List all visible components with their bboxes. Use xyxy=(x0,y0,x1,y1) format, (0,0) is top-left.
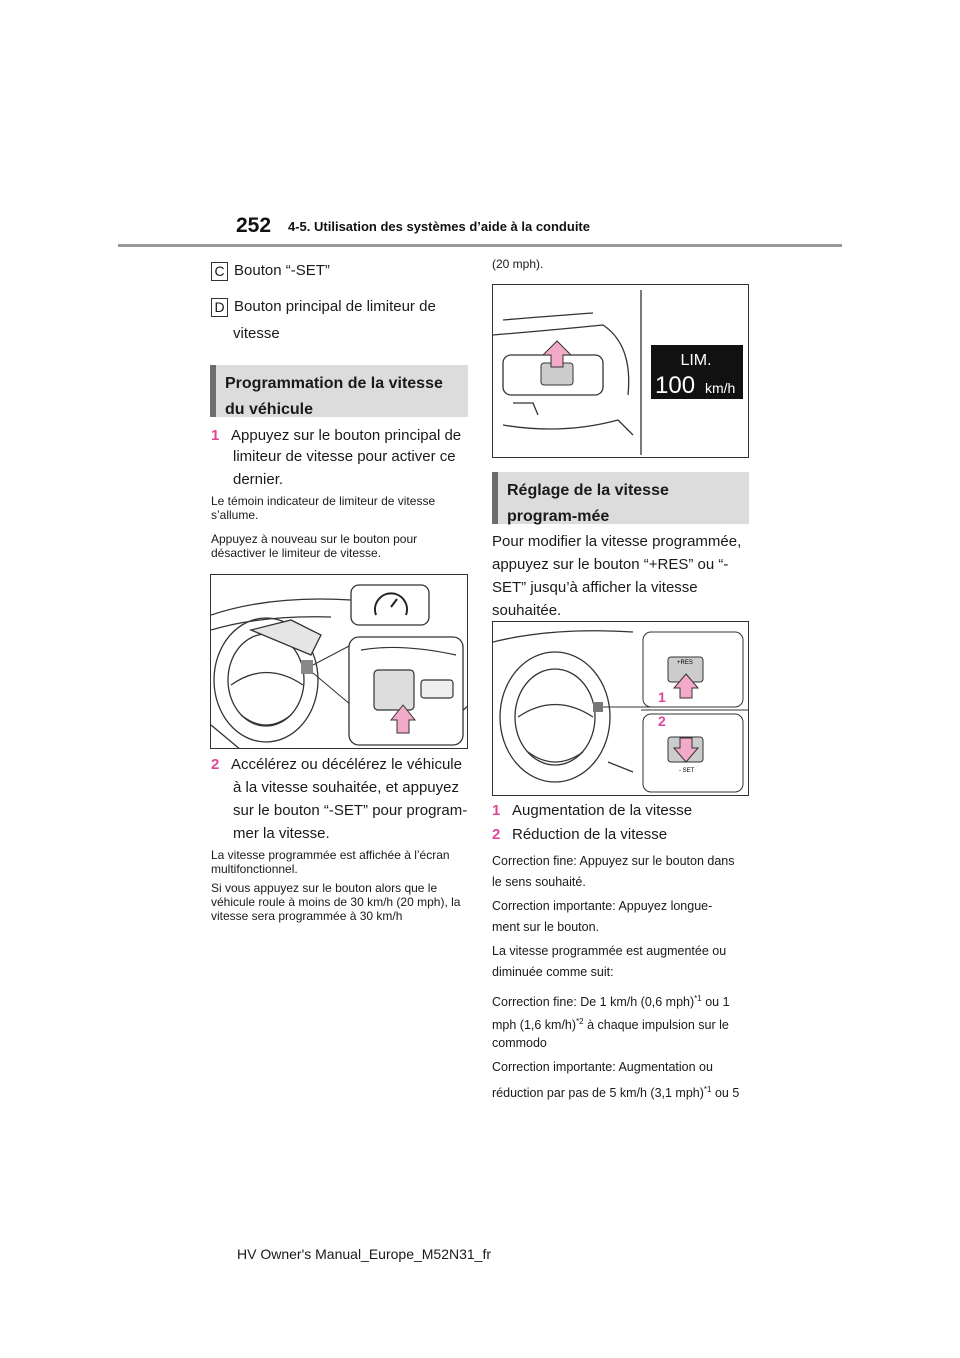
list-2-number: 2 xyxy=(492,826,501,843)
list-1-text: Augmentation de la vitesse xyxy=(512,802,693,819)
lim-speed: 100 xyxy=(655,372,696,399)
set-label: - SET xyxy=(679,768,695,774)
header-rule xyxy=(118,244,842,247)
item-d-text-1: Bouton principal de limiteur de xyxy=(234,298,436,315)
step-2-number: 2 xyxy=(211,756,220,773)
res-label: +RES xyxy=(677,660,693,666)
note-fine-values-2-text: mph (1,6 km/h) xyxy=(492,1018,577,1033)
fig-label-2: 2 xyxy=(658,713,666,729)
note-2b: Si vous appuyez sur le bouton alors que le véhicule roule à moins de 30 km/h (20 mph), la vitesse sera programmée à 30 km/h xyxy=(211,881,461,923)
note-imp-values-2-end: ou 5 xyxy=(711,1086,740,1101)
note-imp-1: Correction importante: Appuyez longue- xyxy=(492,899,713,913)
list-2-text: Réduction de la vitesse xyxy=(512,826,668,843)
footnote-ref-2: *2 xyxy=(576,1017,584,1026)
heading-programmation: Programmation de la vitesse du véhicule xyxy=(210,365,468,417)
note-fine-values-2 xyxy=(492,1014,729,1033)
list-1-number: 1 xyxy=(492,802,501,819)
note-imp-values-2 xyxy=(492,1082,739,1101)
footer-manual-id: HV Owner's Manual_Europe_M52N31_fr xyxy=(237,1246,492,1262)
step-2-line-2: à la vitesse souhaitée, et appuyez xyxy=(233,779,459,796)
list-item-2 xyxy=(492,822,667,848)
heading-reglage: Réglage de la vitesse program-mée xyxy=(492,472,749,524)
step-2-line-1: Accélérez ou décélérez le véhicule xyxy=(231,756,462,773)
note-fine-values-1-end: ou 1 xyxy=(701,995,730,1010)
figure-res-set xyxy=(492,621,749,796)
note-2a: La vitesse programmée est affichée à l’écran multifonctionnel. xyxy=(211,848,450,876)
list-item-1 xyxy=(492,798,692,824)
badge-c: C xyxy=(211,262,228,281)
note-fine-values-2-end: à chaque impulsion sur le xyxy=(583,1018,729,1033)
item-c xyxy=(211,258,330,284)
continued-text: (20 mph). xyxy=(492,257,544,271)
note-imp-values-1: Correction importante: Augmentation ou xyxy=(492,1060,713,1074)
step-1-number: 1 xyxy=(211,427,220,444)
figure-steering-button xyxy=(210,574,468,749)
note-1a: Le témoin indicateur de limiteur de vitesse s’allume. xyxy=(211,494,436,522)
step-2-line-3: sur le bouton “-SET” pour program- xyxy=(233,802,468,819)
item-d-text-2: vitesse xyxy=(233,325,280,342)
note-inc-1: La vitesse programmée est augmentée ou xyxy=(492,944,727,958)
note-fine-values-1-text: Correction fine: De 1 km/h (0,6 mph) xyxy=(492,995,695,1010)
step-1-line-2: limiteur de vitesse pour activer ce xyxy=(233,448,456,465)
step-2-line-4: mer la vitesse. xyxy=(233,825,330,842)
note-inc-2: diminuée comme suit: xyxy=(492,965,614,979)
paragraph-modifier: Pour modifier la vitesse programmée, appuyez sur le bouton “+RES” ou “-SET” jusqu’à afficher la vitesse souhaitée. xyxy=(492,533,742,619)
lim-label: LIM. xyxy=(680,352,712,369)
note-fine-2: le sens souhaité. xyxy=(492,875,586,889)
fig-label-1: 1 xyxy=(658,689,666,705)
item-c-text: Bouton “-SET” xyxy=(234,262,330,279)
section-title: 4-5. Utilisation des systèmes d’aide à la conduite xyxy=(288,219,590,234)
footnote-ref-3: *1 xyxy=(703,1085,712,1094)
step-1-line-3: dernier. xyxy=(233,471,284,488)
note-imp-values-2-text: réduction par pas de 5 km/h (3,1 mph) xyxy=(492,1086,704,1101)
footnote-ref-1: *1 xyxy=(694,994,702,1003)
res-set-illustration xyxy=(493,622,749,796)
item-d xyxy=(211,294,436,320)
note-1b: Appuyez à nouveau sur le bouton pour désactiver le limiteur de vitesse. xyxy=(211,532,418,560)
page-number: 252 xyxy=(236,214,272,237)
step-1-line-1: Appuyez sur le bouton principal de xyxy=(231,427,462,444)
lim-illustration xyxy=(493,285,749,458)
note-fine-1: Correction fine: Appuyez sur le bouton dans xyxy=(492,854,735,868)
figure-lim-display xyxy=(492,284,749,458)
steering-illustration xyxy=(211,575,468,749)
note-fine-values-1 xyxy=(492,991,730,1010)
lim-unit: km/h xyxy=(705,380,736,396)
note-fine-values-3: commodo xyxy=(492,1036,547,1050)
note-imp-2: ment sur le bouton. xyxy=(492,920,600,934)
badge-d: D xyxy=(211,298,228,317)
